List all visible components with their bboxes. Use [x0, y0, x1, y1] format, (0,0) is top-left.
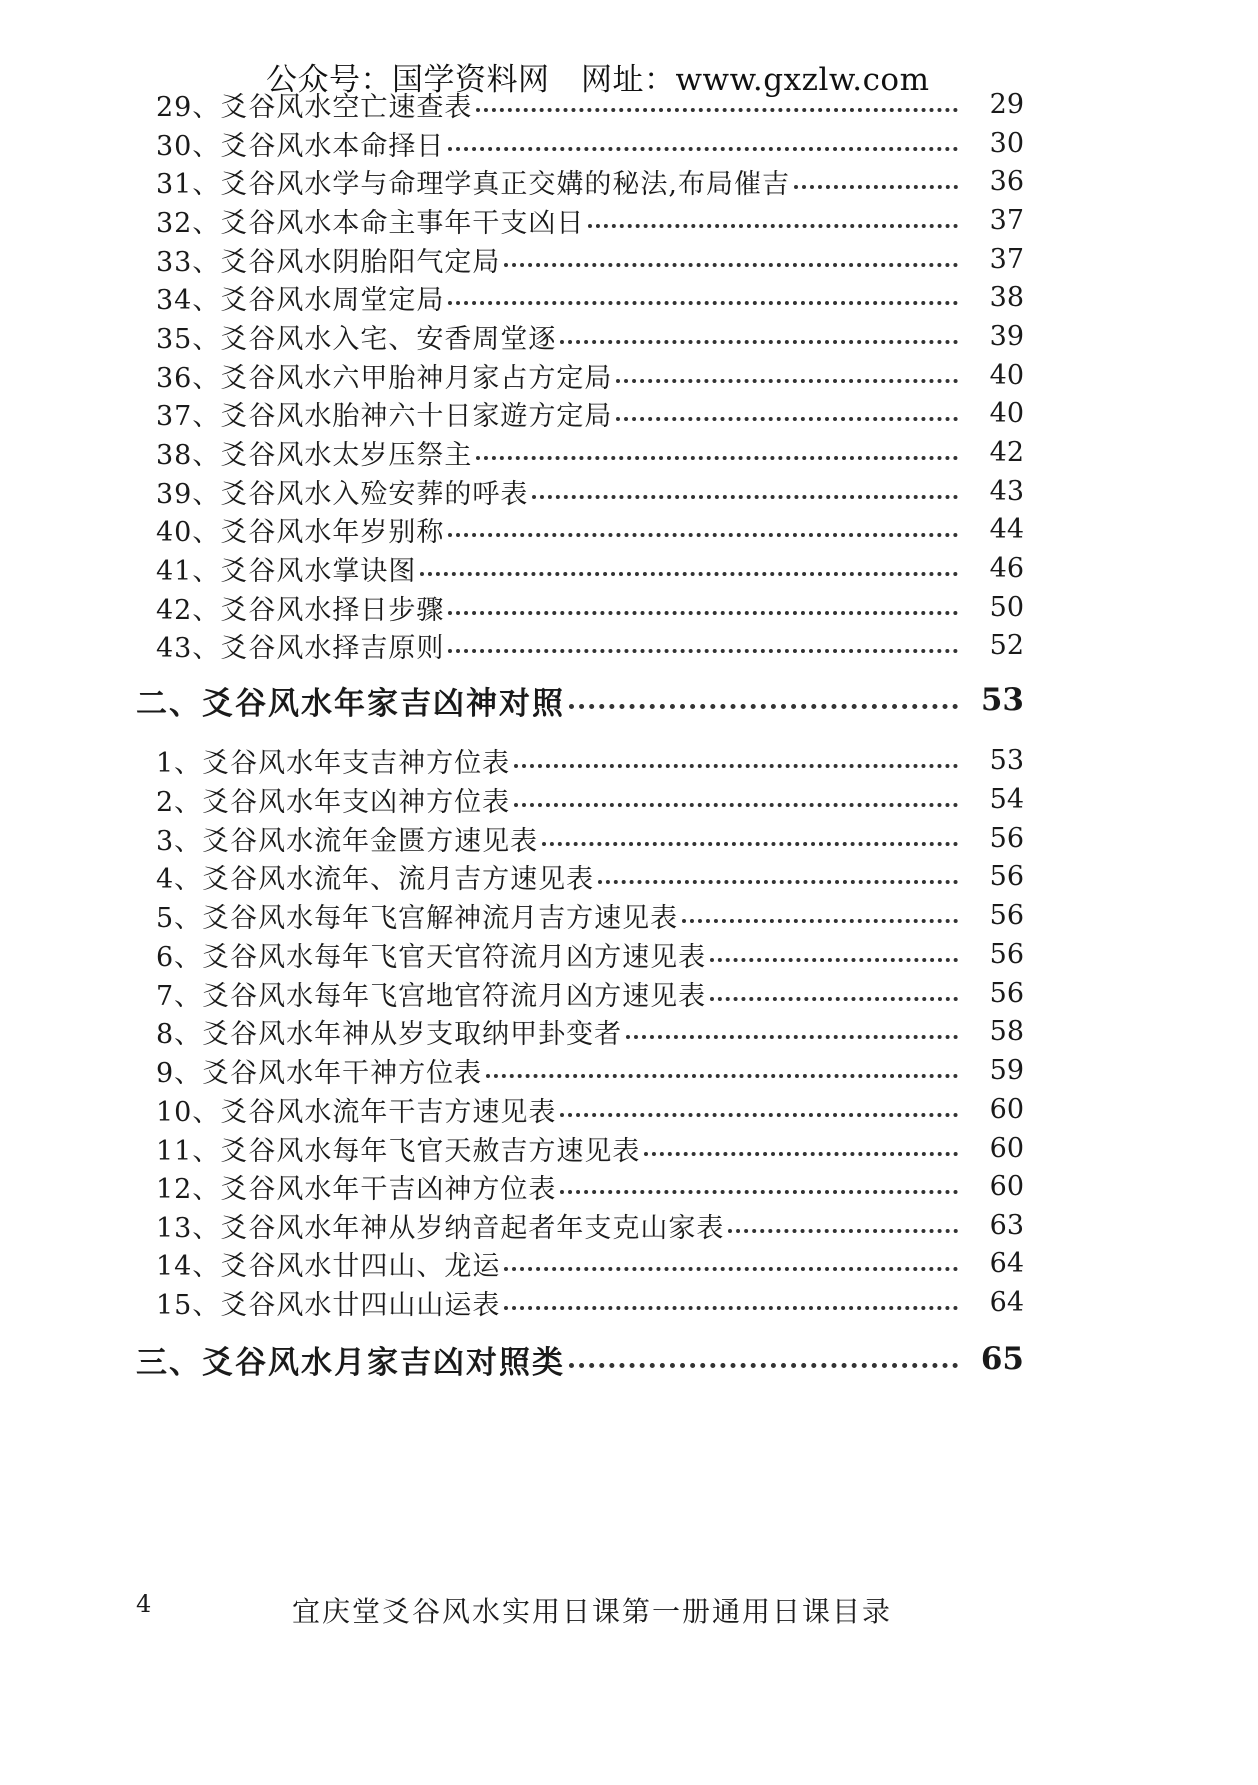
dot-leader: [448, 649, 958, 653]
dot-leader: [448, 533, 958, 537]
toc-entry: [156, 740, 1024, 780]
toc-entry-page-number: 36: [989, 165, 1024, 197]
toc-entry: [156, 934, 1024, 974]
dot-leader: [588, 224, 958, 228]
toc-entry-title: 15、爻谷风水廿四山山运表: [156, 1289, 501, 1321]
toc-entry-page-number: 64: [989, 1247, 1024, 1279]
toc-entry: [156, 1243, 1024, 1283]
toc-entry-title: 3、爻谷风水流年金匮方速见表: [156, 825, 539, 857]
toc-entry-page-number: 40: [989, 359, 1024, 391]
dot-leader: [569, 1363, 958, 1368]
toc-entry: [156, 548, 1024, 588]
toc-entry-title: 13、爻谷风水年神从岁纳音起者年支克山家表: [156, 1212, 725, 1244]
toc-entry-title: 39、爻谷风水入殓安葬的呼表: [156, 478, 529, 510]
toc-section-heading: [136, 1339, 1024, 1379]
dot-leader: [626, 1035, 958, 1039]
dot-leader: [504, 1306, 958, 1310]
footer-page-number: 4: [136, 1590, 152, 1618]
toc-entry-title: 31、爻谷风水学与命理学真正交媾的秘法,布局催吉: [156, 168, 790, 200]
toc-entry-title: 33、爻谷风水阴胎阳气定局: [156, 246, 501, 278]
toc-entry-page-number: 56: [989, 977, 1024, 1009]
toc-entry-page-number: 37: [989, 243, 1024, 275]
footer-book-title: 宜庆堂爻谷风水实用日课第一册通用日课目录: [292, 1595, 893, 1628]
toc-entry-title: 29、爻谷风水空亡速查表: [156, 91, 473, 123]
toc-entry: [156, 123, 1024, 163]
watermark-header: 公众号：国学资料网 网址：www.gxzlw.com: [266, 62, 930, 98]
toc-entry-title: 三、爻谷风水月家吉凶对照类: [136, 1344, 565, 1381]
toc-entry-title: 4、爻谷风水流年、流月吉方速见表: [156, 863, 595, 895]
toc-entry-title: 12、爻谷风水年干吉凶神方位表: [156, 1173, 557, 1205]
toc-entry: [156, 625, 1024, 665]
toc-entry-title: 14、爻谷风水廿四山、龙运: [156, 1250, 501, 1282]
toc-entry-title: 40、爻谷风水年岁别称: [156, 516, 445, 548]
toc-entry: [156, 239, 1024, 279]
toc-entry-title: 37、爻谷风水胎神六十日家遊方定局: [156, 400, 613, 432]
dot-leader: [616, 379, 958, 383]
toc-entry: [156, 779, 1024, 819]
toc-entry-title: 36、爻谷风水六甲胎神月家占方定局: [156, 362, 613, 394]
toc-entry-page-number: 53: [989, 744, 1024, 776]
toc-entry-page-number: 37: [989, 204, 1024, 236]
toc-entry-title: 10、爻谷风水流年干吉方速见表: [156, 1096, 557, 1128]
toc-entry: [156, 200, 1024, 240]
toc-entry-title: 34、爻谷风水周堂定局: [156, 284, 445, 316]
toc-entry-page-number: 65: [980, 1341, 1024, 1377]
toc-entry: [156, 509, 1024, 549]
toc-entry-page-number: 59: [989, 1054, 1024, 1086]
toc-entry-page-number: 63: [989, 1209, 1024, 1241]
dot-leader: [476, 456, 958, 460]
toc-entry-title: 二、爻谷风水年家吉凶神对照: [136, 685, 565, 722]
dot-leader: [569, 704, 958, 709]
toc-entry: [156, 1166, 1024, 1206]
toc-entry-title: 2、爻谷风水年支凶神方位表: [156, 786, 511, 818]
toc-entry-title: 43、爻谷风水择吉原则: [156, 632, 445, 664]
toc-entry-page-number: 42: [989, 436, 1024, 468]
toc-entry-title: 7、爻谷风水每年飞宫地官符流月凶方速见表: [156, 980, 707, 1012]
toc-entry-page-number: 60: [989, 1093, 1024, 1125]
toc-entry: [156, 973, 1024, 1013]
toc-entry: [156, 355, 1024, 395]
toc-entry-page-number: 46: [989, 552, 1024, 584]
toc-entry-title: 30、爻谷风水本命择日: [156, 130, 445, 162]
toc-entry-page-number: 30: [989, 127, 1024, 159]
toc-entry: [156, 471, 1024, 511]
toc-entry-title: 11、爻谷风水每年飞官天赦吉方速见表: [156, 1135, 641, 1167]
toc-entry-title: 5、爻谷风水每年飞宫解神流月吉方速见表: [156, 902, 679, 934]
toc-entry-title: 6、爻谷风水每年飞官天官符流月凶方速见表: [156, 941, 707, 973]
toc-entry: [156, 316, 1024, 356]
toc-entry: [156, 1011, 1024, 1051]
dot-leader: [616, 417, 958, 421]
toc-entry: [156, 895, 1024, 935]
toc-entry-page-number: 58: [989, 1015, 1024, 1047]
toc-entry: [156, 161, 1024, 201]
toc-entry-page-number: 60: [989, 1170, 1024, 1202]
toc-section-heading: [136, 680, 1024, 720]
dot-leader: [514, 764, 958, 768]
dot-leader: [794, 185, 958, 189]
toc-entry-page-number: 38: [989, 281, 1024, 313]
dot-leader: [710, 997, 958, 1001]
toc-entry-page-number: 56: [989, 938, 1024, 970]
toc-entry-page-number: 54: [989, 783, 1024, 815]
toc-entry: [156, 1128, 1024, 1168]
toc-entry-title: 1、爻谷风水年支吉神方位表: [156, 747, 511, 779]
toc-entry-page-number: 60: [989, 1132, 1024, 1164]
dot-leader: [448, 147, 958, 151]
toc-entry-page-number: 44: [989, 513, 1024, 545]
toc-entry-page-number: 56: [989, 822, 1024, 854]
dot-leader: [514, 803, 958, 807]
toc-entry: [156, 818, 1024, 858]
toc-entry-title: 41、爻谷风水掌诀图: [156, 555, 417, 587]
dot-leader: [486, 1074, 958, 1078]
toc-entry-page-number: 40: [989, 397, 1024, 429]
toc-entry: [156, 856, 1024, 896]
dot-leader: [560, 1113, 958, 1117]
toc-entry: [156, 1205, 1024, 1245]
dot-leader: [420, 572, 958, 576]
dot-leader: [728, 1229, 958, 1233]
dot-leader: [532, 495, 958, 499]
toc-entry-page-number: 56: [989, 860, 1024, 892]
dot-leader: [504, 1267, 958, 1271]
dot-leader: [598, 880, 958, 884]
toc-entry-page-number: 53: [980, 682, 1024, 718]
toc-entry-title: 8、爻谷风水年神从岁支取纳甲卦变者: [156, 1018, 623, 1050]
dot-leader: [560, 1190, 958, 1194]
dot-leader: [448, 611, 958, 615]
dot-leader: [560, 340, 958, 344]
dot-leader: [476, 108, 958, 112]
dot-leader: [644, 1152, 958, 1156]
toc-entry-title: 35、爻谷风水入宅、安香周堂逐: [156, 323, 557, 355]
dot-leader: [682, 919, 958, 923]
toc-entry: [156, 277, 1024, 317]
toc-entry-page-number: 29: [989, 88, 1024, 120]
toc-entry-page-number: 56: [989, 899, 1024, 931]
toc-entry-title: 42、爻谷风水择日步骤: [156, 594, 445, 626]
dot-leader: [448, 301, 958, 305]
toc-entry-title: 32、爻谷风水本命主事年干支凶日: [156, 207, 585, 239]
toc-entry: [156, 1089, 1024, 1129]
dot-leader: [710, 958, 958, 962]
toc-entry: [156, 587, 1024, 627]
toc-entry: [156, 1282, 1024, 1322]
toc-entry-page-number: 50: [989, 591, 1024, 623]
toc-entry-title: 9、爻谷风水年干神方位表: [156, 1057, 483, 1089]
toc-entry-page-number: 43: [989, 475, 1024, 507]
toc-entry: [156, 1050, 1024, 1090]
toc-entry: [156, 432, 1024, 472]
toc-entry-page-number: 39: [989, 320, 1024, 352]
toc-entry-page-number: 52: [989, 629, 1024, 661]
dot-leader: [504, 263, 958, 267]
toc-entry-page-number: 64: [989, 1286, 1024, 1318]
toc-entry: [156, 393, 1024, 433]
toc-entry: [156, 84, 1024, 124]
toc-entry-title: 38、爻谷风水太岁压祭主: [156, 439, 473, 471]
dot-leader: [542, 842, 958, 846]
